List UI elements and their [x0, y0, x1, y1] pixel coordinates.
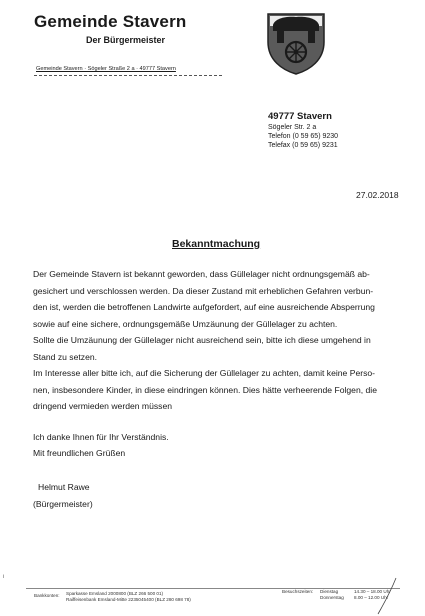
- municipal-coat-of-arms-icon: [265, 12, 327, 76]
- address-town: 49777 Stavern: [268, 111, 332, 122]
- address-street: Sögeler Str. 2 a: [268, 124, 317, 131]
- address-phone: Telefon (0 59 65) 9230: [268, 133, 339, 140]
- return-address-divider: [34, 75, 222, 76]
- body-line: sowie auf eine sichere, ordnungsgemäße Umzäunung der Güllelager zu achten.: [33, 318, 338, 329]
- pen-stroke-mark: [374, 576, 400, 616]
- body-line: Stand zu setzen.: [33, 351, 98, 362]
- body-line: Der Gemeinde Stavern ist bekannt geworden, dass Güllelager nicht ordnungsgemäß ab-: [33, 269, 370, 279]
- org-name: Gemeinde Stavern: [34, 12, 187, 31]
- body-paragraph: [33, 266, 377, 415]
- body-line: nen, insbesondere Kinder, in diese eindringen können. Dies hätte verheerende Folgen, die: [33, 384, 377, 395]
- letter-subject: Bekanntmachung: [172, 238, 261, 250]
- edge-mark: i: [3, 574, 5, 580]
- footer-bank-2: Raiffeisenbank Emsland-Mitte 2235045400 (BLZ 280 698 78): [66, 597, 191, 602]
- body-line: den ist, werden die betroffenen Landwirte aufgefordert, auf eine ausreichende Absperrung: [33, 302, 375, 312]
- body-line: Im Interesse aller bitte ich, auf die Sicherung der Güllelager zu achten, damit keine Perso-: [33, 368, 376, 378]
- address-fax: Telefax (0 59 65) 9231: [268, 142, 338, 149]
- footer-hours-label: Besuchszeiten:: [282, 589, 314, 594]
- signer-title: (Bürgermeister): [33, 499, 93, 509]
- footer-day-1: Dienstag: [320, 589, 339, 594]
- signer-name: Helmut Rawe: [38, 482, 90, 492]
- footer-time-2: 8.00 – 12.00 Uhr: [354, 595, 389, 600]
- footer-bank-label: Bankkonten:: [34, 593, 60, 598]
- body-line: dringend vermieden werden müssen: [33, 401, 173, 411]
- body-line: Sollte die Umzäunung der Güllelager nicht ausreichend sein, bitte ich diese umgehend in: [33, 335, 371, 345]
- body-line: gesichert und verschlossen werden. Da dieser Zustand mit erheblichen Gefahren verbun-: [33, 285, 374, 296]
- letter-date: 27.02.2018: [356, 190, 399, 200]
- footer-time-1: 14.30 – 18.00 Uhr: [354, 589, 391, 594]
- footer-divider: [26, 588, 400, 589]
- closing-greeting: Mit freundlichen Grüßen: [33, 448, 126, 458]
- footer-day-2: Donnerstag: [320, 595, 344, 600]
- footer-bank-1: Sparkasse Emsland 2000800 (BLZ 266 500 01): [66, 591, 164, 596]
- org-subtitle: Der Bürgermeister: [86, 35, 166, 45]
- closing-thanks: Ich danke Ihnen für Ihr Verständnis.: [33, 432, 169, 442]
- return-address: Gemeinde Stavern · Sögeler Straße 2 a · 49777 Stavern: [36, 66, 176, 72]
